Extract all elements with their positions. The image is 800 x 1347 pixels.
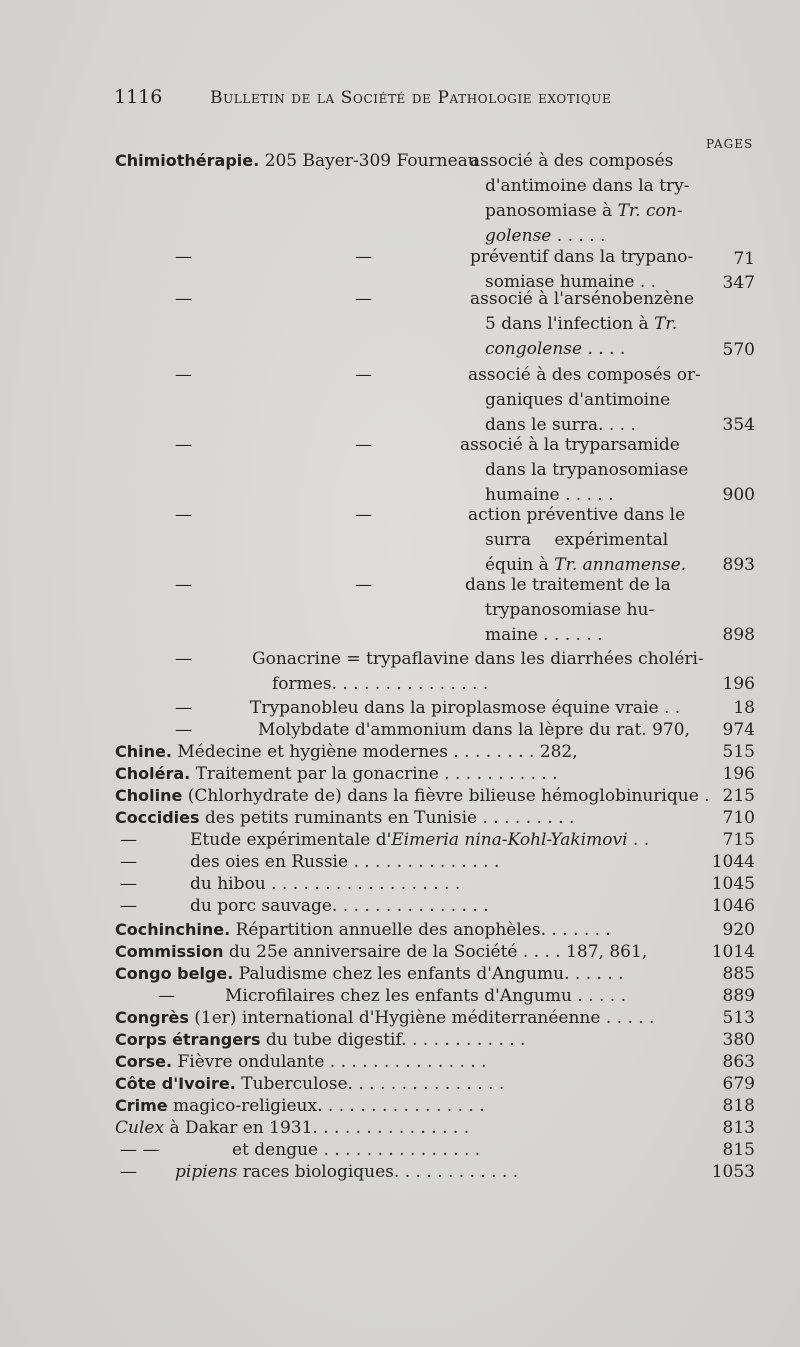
entry-text: panosomiase à Tr. con- [485,201,683,221]
page-ref: 71 [733,249,755,269]
entry-text: Fièvre ondulante . . . . . . . . . . . . . . . [172,1052,487,1072]
ditto-dash: — [120,874,137,894]
entry-text: dans le surra. . . . [485,415,636,435]
ditto-dash: — — [120,1140,160,1160]
ditto-dash: — [175,698,192,718]
entry-text: ganiques d'antimoine [485,390,671,410]
page-ref: 974 [722,720,755,740]
ditto-dash: — [355,365,372,385]
ditto-dash: — [175,575,192,595]
ditto-dash: — [120,1162,137,1182]
ditto-dash: — [120,830,137,850]
page-ref: 679 [722,1074,755,1094]
entry-text: Paludisme chez les enfants d'Angumu. . . . . . [233,964,624,984]
page-ref: 920 [722,920,755,940]
entry-head: Commission [115,942,224,961]
index-entry-line [115,741,578,763]
entry-text: Trypanobleu dans la piroplasmose équine vraie . . [250,698,681,718]
page-ref: 1044 [711,852,755,872]
index-entry-line [115,1095,485,1117]
page-ref: 863 [722,1052,755,1072]
entry-text: à Dakar en 1931. . . . . . . . . . . . . . . [164,1118,470,1138]
ditto-dash: — [120,896,137,916]
ditto-dash: — [175,505,192,525]
entry-text: pipiens [175,1162,238,1182]
page-ref: 893 [722,555,755,575]
entry-head: Côte d'Ivoire. [115,1074,236,1093]
ditto-dash: — [175,365,192,385]
entry-text: races biologiques. . . . . . . . . . . . [237,1162,519,1182]
index-entry-line [115,941,647,963]
index-entry-line [190,851,499,873]
entry-head: Choléra. [115,764,191,783]
entry-head: Crime [115,1096,168,1115]
ditto-dash: — [120,852,137,872]
entry-text: somiase humaine . . [485,272,657,292]
index-entry-line [225,985,626,1007]
entry-head: Corse. [115,1052,173,1071]
index-entry-line [115,807,574,829]
page-ref: 570 [722,340,755,360]
index-entry-line [115,1073,504,1095]
running-title: Bulletin de la Société de Pathologie exotique [210,88,612,108]
index-entry-line [115,1117,469,1139]
page-ref: 898 [722,625,755,645]
entry-head: Congo belge. [115,964,234,983]
ditto-dash: — [355,289,372,309]
page-ref: 900 [722,485,755,505]
entry-head: Chimiothérapie. [115,151,260,170]
page-ref: 515 [722,742,755,762]
ditto-dash: — [158,986,175,1006]
entry-text: et dengue . . . . . . . . . . . . . . . [232,1140,481,1160]
index-entry-line [115,1051,487,1073]
page-number: 1116 [114,86,163,108]
entry-text: magico-religieux. . . . . . . . . . . . . . . . [167,1096,485,1116]
ditto-dash: — [175,649,192,669]
entry-text: Microfilaires chez les enfants d'Angumu . . . . . [225,986,626,1006]
entry-text: préventif dans la trypano- [470,247,694,267]
page-ref: 1045 [711,874,755,894]
entry-sub: 205 Bayer-309 Fourneau [264,151,479,171]
entry-text: du porc sauvage. . . . . . . . . . . . . . . [190,896,489,916]
entry-text: Culex [115,1118,165,1138]
entry-text: Molybdate d'ammonium dans la lèpre du rat. 970, [258,720,690,740]
ditto-dash: — [175,435,192,455]
page-ref: 380 [722,1030,755,1050]
ditto-dash: — [175,247,192,267]
entry-text: formes. . . . . . . . . . . . . . . [272,674,489,694]
page-ref: 513 [722,1008,755,1028]
page-ref: 815 [722,1140,755,1160]
page-ref: 347 [722,273,755,293]
page-ref: 889 [722,986,755,1006]
entry-head: Cochinchine. [115,920,231,939]
index-entry-line [115,963,624,985]
ditto-dash: — [175,289,192,309]
ditto-dash: — [355,247,372,267]
entry-text: Tuberculose. . . . . . . . . . . . . . . [235,1074,505,1094]
entry-text: associé à l'arsénobenzène [470,289,695,309]
entry-text: du 25e anniversaire de la Société . . . . 187, 861, [223,942,648,962]
entry-text: . . [627,830,650,850]
index-entry-line [115,763,558,785]
entry-text: des oies en Russie . . . . . . . . . . . . . . [190,852,500,872]
index-entry-line [190,895,489,917]
page-ref: 813 [722,1118,755,1138]
entry-head: Corps étrangers [115,1030,261,1049]
entry-text: humaine . . . . . [485,485,614,505]
entry-text: maine . . . . . . [485,625,603,645]
page-ref: 18 [733,698,755,718]
entry-text: du hibou . . . . . . . . . . . . . . . . . . [190,874,461,894]
entry-head: Coccidies [115,808,200,827]
entry-text: surra expérimental [485,530,669,550]
page-ref: 196 [722,674,755,694]
index-entry-line [190,873,460,895]
entry-text: dans le traitement de la [465,575,671,595]
page-ref: 715 [722,830,755,850]
index-entry-line [115,1007,654,1029]
index-entry-line [175,1161,518,1183]
entry-head: Chine. [115,742,172,761]
page-ref: 710 [722,808,755,828]
ditto-dash: — [175,720,192,740]
page-ref: 1014 [711,942,755,962]
entry-head: Choline [115,786,183,805]
entry-text: (1er) international d'Hygiène méditerranéenne . . . . . [188,1008,655,1028]
entry-text: congolense . . . . [485,339,626,359]
index-entry-line [232,1139,480,1161]
entry-text: Eimeria nina-Kohl-Yakimovi [391,830,628,850]
ditto-dash: — [355,505,372,525]
entry-text: Gonacrine = trypaflavine dans les diarrhées choléri- [252,649,704,669]
entry-text: associé à la tryparsamide [460,435,680,455]
entry-text: Traitement par la gonacrine . . . . . . . . . . . [190,764,558,784]
page-ref: 1046 [711,896,755,916]
page-ref: 885 [722,964,755,984]
entry-text: du tube digestif. . . . . . . . . . . . [260,1030,526,1050]
index-entry-line [115,785,710,807]
entry-text: trypanosomiase hu- [485,600,655,620]
page-ref: 354 [722,415,755,435]
entry-text: dans la trypanosomiase [485,460,689,480]
entry-text: Répartition annuelle des anophèles. . . . . . . [230,920,611,940]
entry-text: golense . . . . . [485,226,606,246]
index-entry-line [190,829,649,851]
entry-text: Etude expérimentale d' [190,830,392,850]
entry-text: action préventive dans le [468,505,686,525]
entry-text: d'antimoine dans la try- [485,176,690,196]
chimio-head-line [115,150,479,172]
index-entry-line [115,1029,525,1051]
entry-head: Congrès [115,1008,189,1027]
ditto-dash: — [355,575,372,595]
entry-text: associé à des composés [470,151,674,171]
page-ref: 196 [722,764,755,784]
page-ref: 818 [722,1096,755,1116]
entry-text: associé à des composés or- [468,365,701,385]
entry-text: 5 dans l'infection à Tr. [485,314,678,334]
ditto-dash: — [355,435,372,455]
entry-text: Médecine et hygiène modernes . . . . . . . . 282, [171,742,578,762]
page-ref: 1053 [711,1162,755,1182]
pages-column-label: PAGES [706,137,754,151]
index-entry-line [115,919,611,941]
entry-text: équin à Tr. annamense. [485,555,687,575]
page-ref: 215 [722,786,755,806]
entry-text: des petits ruminants en Tunisie . . . . . . . . . [199,808,575,828]
entry-text: (Chlorhydrate de) dans la fièvre bilieuse hémoglobinurique . [182,786,710,806]
